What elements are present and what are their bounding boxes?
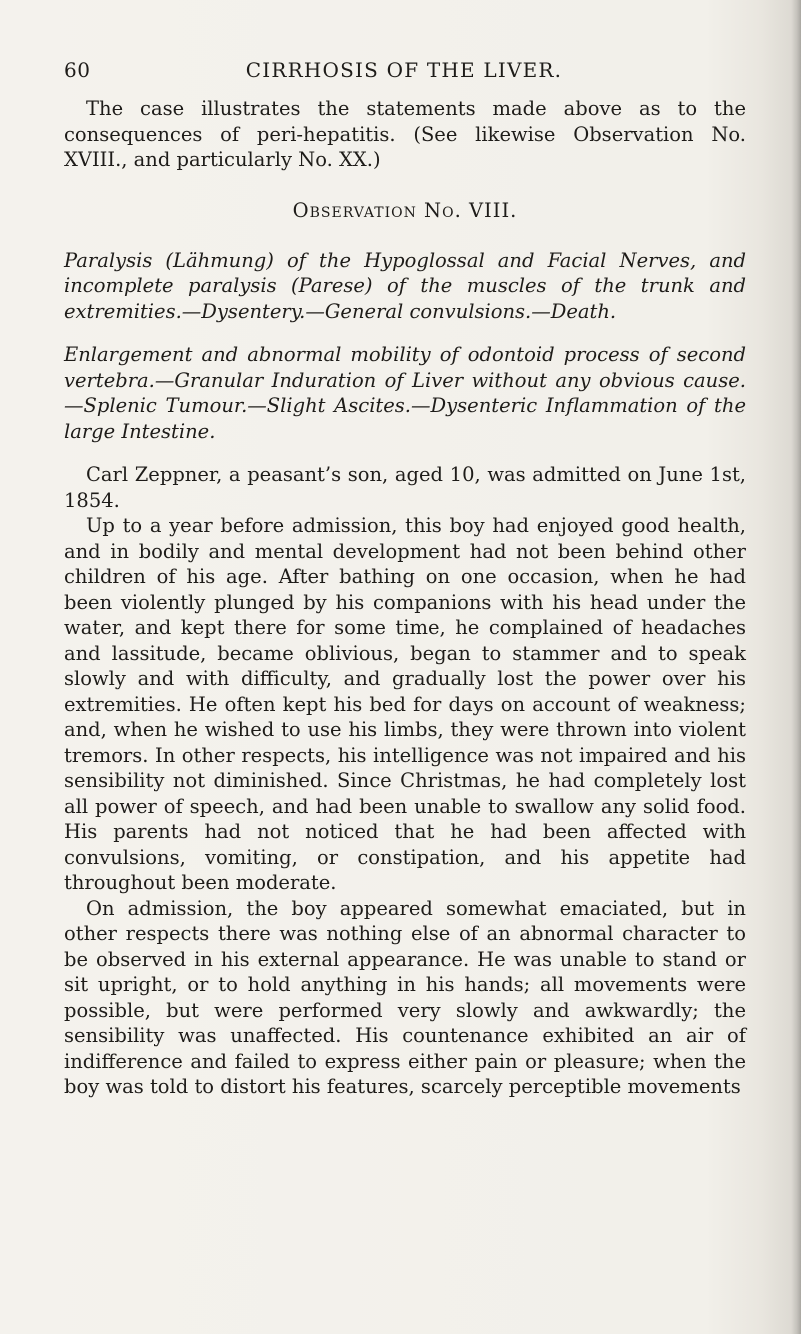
page-body [64,96,746,1100]
page-number: 60 [64,58,91,82]
case-introduction: Carl Zeppner, a peasant’s son, aged 10, was admitted on June 1st, 1854. [64,463,746,512]
intro-paragraph: The case illustrates the statements made above as to the consequences of peri-hepatitis. (See likewise Observation No. XVIII., and particularly No. XX.) [64,97,746,171]
page-header [64,58,744,88]
post-mortem-findings: Enlargement and abnormal mobility of odontoid process of second vertebra.—Granular Induration of Liver without any obvious cause. —Splenic Tumour.—Slight Ascites.—Dysenteric Inflammation of the large Intestine. [64,343,746,443]
observation-title: Paralysis (Lähmung) of the Hypoglossal and Facial Nerves, and incomplete paralysis (Parese) of the muscles of the trunk and extremities.—Dysentery.—General convulsions.—Death. [64,248,746,323]
observation-heading: Observation No. VIII. [292,198,518,222]
page-edge-shadow [791,0,801,1334]
history-paragraph: Up to a year before admission, this boy had enjoyed good health, and in bodily and mental development had not been behind other children of his age. After bathing on one occasion, when he had been violently plunged by his companions with his head under the water, and kept there for some time, he complained of headaches and lassitude, became oblivious, began to stammer and to speak slowly and with difficulty, and gradually lost the power over his extremities. He often kept his bed for days on account of weakness; and, when he wished to use his limbs, they were thrown into violent tremors. In other respects, his intelligence was not impaired and his sensibility not diminished. Since Christmas, he had completely lost all power of speech, and had been unable to swallow any solid food. His parents had not noticed that he had been affected with convulsions, vomiting, or constipation, and his appetite had throughout been moderate. [64,514,746,894]
admission-paragraph: On admission, the boy appeared somewhat emaciated, but in other respects there was nothing else of an abnormal character to be observed in his external appearance. He was unable to stand or sit upright, or to hold anything in his hands; all movements were possible, but were performed very slowly and awkwardly; the sensibility was unaffected. His countenance exhibited an air of indifference and failed to express either pain or pleasure; when the boy was told to distort his features, scarcely perceptible movements [64,896,746,1098]
running-head: CIRRHOSIS OF THE LIVER. [245,58,563,82]
